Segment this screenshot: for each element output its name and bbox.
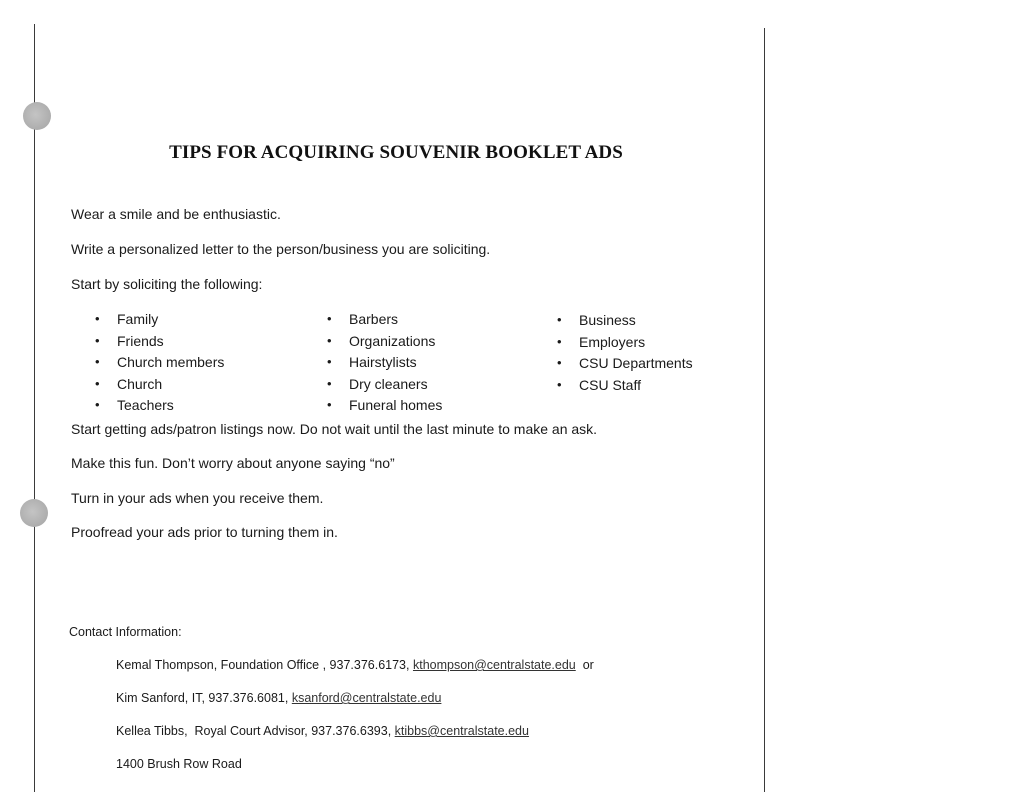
email-link[interactable]: ksanford@centralstate.edu: [291, 691, 442, 705]
list-item-label: Barbers: [349, 311, 399, 327]
list-item-label: Family: [117, 311, 159, 327]
list-item: [327, 396, 442, 418]
list-item: [95, 332, 224, 354]
scan-page-edge-left: [34, 24, 35, 792]
tip-start-early: Start getting ads/patron listings now. Do not wait until the last minute to make an ask.: [71, 421, 598, 437]
list-item-label: CSU Departments: [579, 355, 693, 372]
list-item: [95, 375, 224, 397]
tip-personalized-letter: Write a personalized letter to the person/business you are soliciting.: [71, 241, 491, 257]
list-item-label: Church members: [117, 354, 225, 371]
contact-kellea-tibbs: [116, 723, 529, 739]
list-item: [557, 376, 693, 398]
list-item-label: Organizations: [349, 332, 436, 349]
contact-info-heading: Contact Information:: [69, 625, 182, 639]
bullet-icon: •: [95, 311, 100, 326]
bullet-icon: •: [95, 332, 100, 348]
contact-details: Kim Sanford, IT, 937.376.6081,: [116, 691, 292, 705]
bullet-icon: •: [327, 311, 332, 326]
bullet-icon: •: [327, 332, 332, 348]
contact-kim-sanford: [116, 690, 441, 706]
bullet-icon: •: [327, 397, 332, 413]
email-link[interactable]: ktibbs@centralstate.edu: [394, 724, 529, 738]
tip-make-fun: Make this fun. Don’t worry about anyone saying “no”: [71, 455, 395, 471]
list-item: [95, 396, 224, 418]
list-item-label: CSU Staff: [579, 376, 641, 393]
list-item: [557, 311, 693, 333]
list-item-label: Church: [117, 375, 163, 392]
solicit-list-column-2: [327, 310, 442, 418]
list-item: [327, 353, 442, 375]
bullet-icon: •: [95, 354, 100, 370]
contact-kemal-thompson: [116, 657, 594, 673]
list-item: [95, 353, 224, 375]
list-item: [95, 310, 224, 332]
tip-proofread: Proofread your ads prior to turning them in.: [71, 524, 338, 540]
tip-start-soliciting: Start by soliciting the following:: [71, 276, 263, 292]
bullet-icon: •: [557, 312, 562, 327]
bullet-icon: •: [95, 375, 100, 391]
contact-details: Kemal Thompson, Foundation Office , 937.376.6173,: [116, 658, 413, 672]
list-item-label: Friends: [117, 332, 164, 349]
email-link[interactable]: kthompson@centralstate.edu: [412, 658, 576, 672]
bullet-icon: •: [557, 376, 562, 392]
tip-turn-in-ads: Turn in your ads when you receive them.: [71, 490, 324, 506]
document-title: TIPS FOR ACQUIRING SOUVENIR BOOKLET ADS: [169, 142, 623, 163]
binder-hole-bottom: [20, 499, 48, 527]
contact-suffix: or: [575, 658, 594, 672]
list-item: [557, 333, 693, 355]
list-item-label: Teachers: [117, 397, 174, 414]
list-item-label: Funeral homes: [349, 397, 443, 414]
list-item: [557, 354, 693, 376]
list-item: [327, 332, 442, 354]
list-item-label: Employers: [579, 333, 646, 350]
binder-hole-top: [23, 102, 51, 130]
bullet-icon: •: [95, 397, 100, 413]
list-item-label: Dry cleaners: [349, 375, 428, 392]
solicit-list-column-1: [95, 310, 224, 418]
bullet-icon: •: [327, 375, 332, 391]
bullet-icon: •: [327, 354, 332, 370]
tip-smile: Wear a smile and be enthusiastic.: [71, 206, 281, 222]
solicit-list-column-3: [557, 311, 693, 397]
bullet-icon: •: [557, 333, 562, 349]
list-item: [327, 310, 442, 332]
list-item: [327, 375, 442, 397]
contact-details: Kellea Tibbs, Royal Court Advisor, 937.376.6393,: [116, 724, 395, 738]
address-line: 1400 Brush Row Road: [116, 757, 242, 771]
list-item-label: Business: [579, 312, 636, 328]
list-item-label: Hairstylists: [349, 354, 417, 371]
bullet-icon: •: [557, 355, 562, 371]
